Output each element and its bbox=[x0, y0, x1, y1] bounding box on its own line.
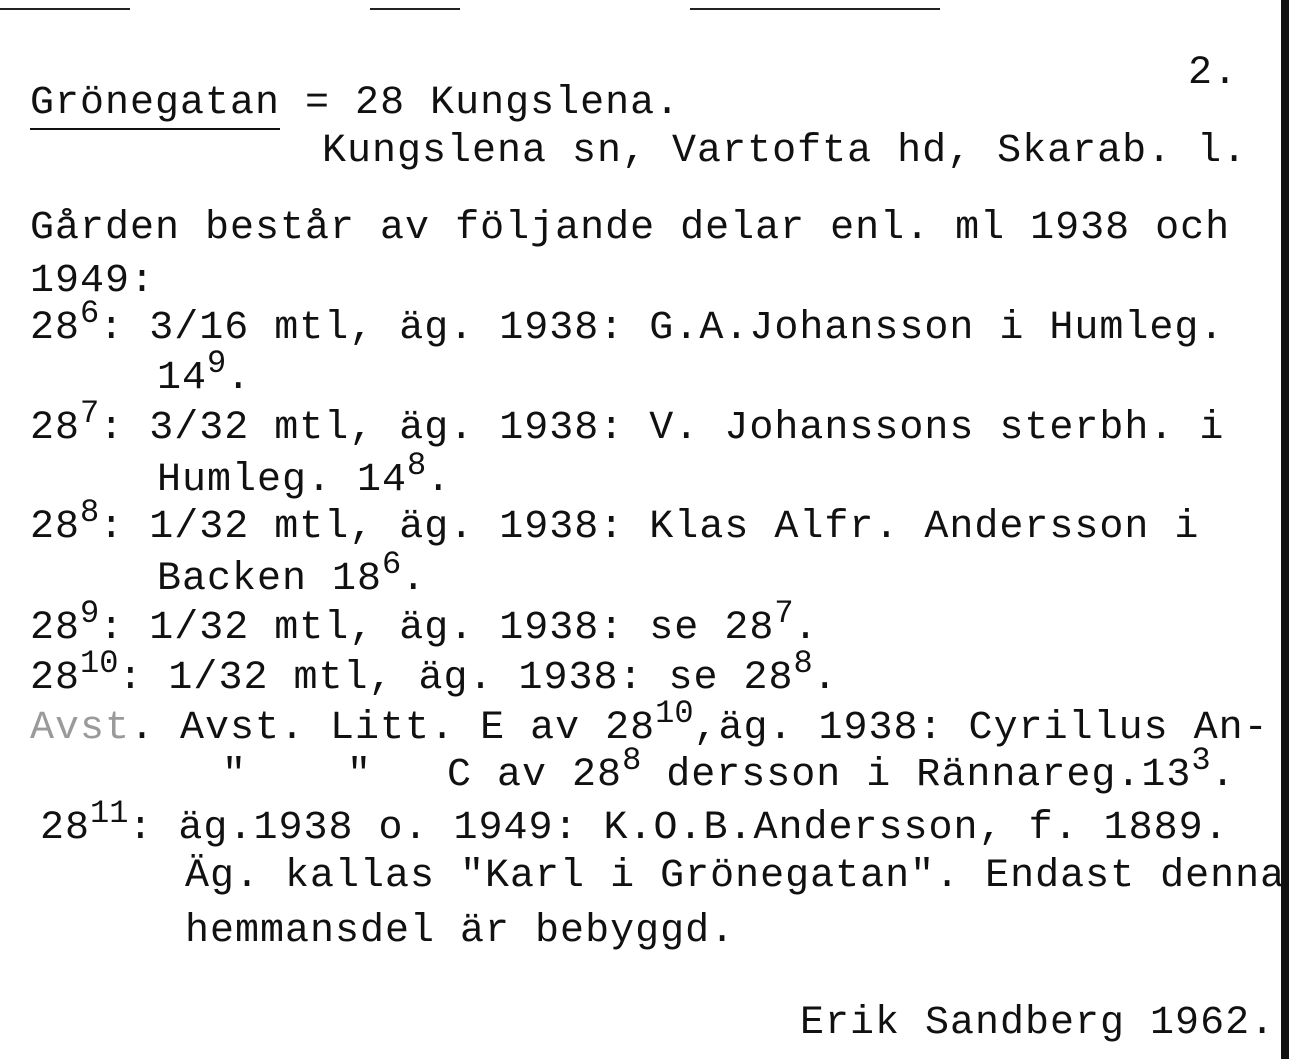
scan-artifact bbox=[0, 8, 130, 10]
entry-line: $28^8$: 1/32 mtl, äg. 1938: Klas Alfr. Andersson i bbox=[30, 494, 1200, 550]
entry-line: Humleg. $14^8$. bbox=[157, 447, 452, 503]
entry-line: $28^{11}$: äg.1938 o. 1949: K.O.B.Andersson, f. 1889. bbox=[40, 795, 1229, 851]
scan-artifact bbox=[690, 8, 940, 10]
entry-line: $28^{10}$: 1/32 mtl, äg. 1938: se $28^8$. bbox=[30, 645, 838, 701]
entry-line: Äg. kallas "Karl i Grönegatan". Endast denna bbox=[185, 854, 1286, 899]
entry-line: $28^9$: 1/32 mtl, äg. 1938: se $28^7$. bbox=[30, 595, 819, 651]
card-title bbox=[30, 80, 680, 128]
entry-line: $14^9$. bbox=[157, 345, 252, 401]
intro-line: Gården består av följande delar enl. ml 1938 och bbox=[30, 206, 1231, 251]
entry-line: Backen $18^6$. bbox=[157, 546, 427, 602]
place-name: Grönegatan bbox=[30, 81, 280, 130]
page-number: 2. bbox=[1188, 51, 1239, 96]
title-rest: = 28 Kungslena. bbox=[280, 81, 681, 126]
avst-line: Avst. Avst. Litt. E av $28^{10},äg$. 1938: Cyrillus An- bbox=[30, 695, 1269, 751]
intro-line: 1949: bbox=[30, 259, 156, 304]
scan-artifact bbox=[370, 8, 460, 10]
signature: Erik Sandberg 1962. bbox=[800, 1001, 1276, 1046]
location-line: Kungslena sn, Vartofta hd, Skarab. l. bbox=[322, 129, 1248, 174]
avst-line: " " C av $28^8$ dersson i $Rännareg.13^3$. bbox=[222, 742, 1236, 798]
entry-line: $28^6$: 3/16 mtl, äg. 1938: G.A.Johansson i Humleg. bbox=[30, 295, 1225, 351]
entry-line: $28^7$: 3/32 mtl, äg. 1938: V. Johanssons sterbh. i bbox=[30, 395, 1225, 451]
entry-line: hemmansdel är bebyggd. bbox=[185, 909, 736, 954]
